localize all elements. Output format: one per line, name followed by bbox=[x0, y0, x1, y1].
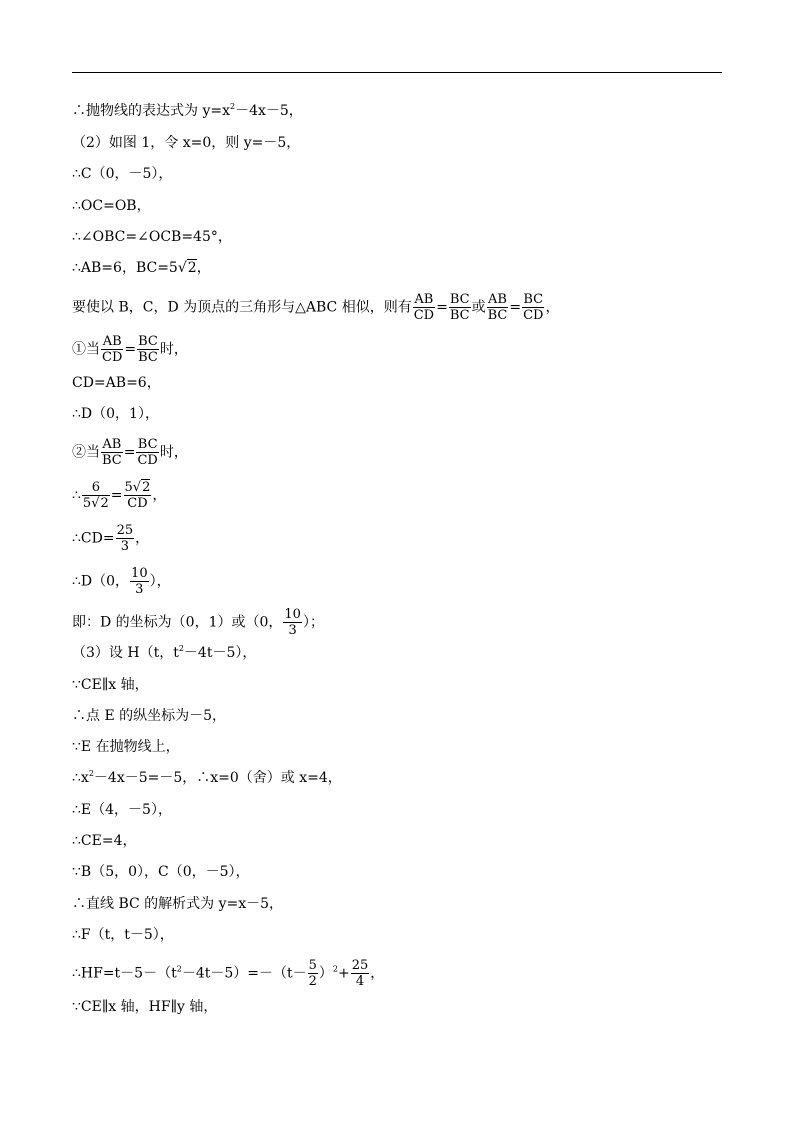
denominator: CD bbox=[413, 308, 435, 323]
line-18: ∴点 E 的纵坐标为－5， bbox=[72, 708, 227, 724]
line-10: ∴D（0，1）， bbox=[72, 406, 159, 422]
denominator: BC bbox=[487, 308, 508, 323]
text: ， bbox=[196, 260, 211, 276]
line-11 bbox=[72, 437, 188, 468]
denominator: BC bbox=[138, 350, 158, 365]
text: ∴抛物线的表达式为 y=x bbox=[72, 103, 230, 119]
fraction bbox=[130, 566, 149, 597]
fraction bbox=[82, 480, 110, 511]
text: 即：D 的坐标为（0，1）或（0， bbox=[72, 614, 283, 631]
line-7 bbox=[72, 292, 559, 323]
radical-sign: √ bbox=[177, 260, 187, 276]
text: ， bbox=[135, 530, 150, 547]
line-14 bbox=[72, 566, 171, 597]
text: 时， bbox=[159, 444, 188, 461]
line-4: ∴OC=OB， bbox=[72, 198, 151, 214]
line-25: ∴F（t，t－5）， bbox=[72, 927, 174, 943]
superscript: 2 bbox=[230, 102, 236, 111]
line-3: ∴C（0，－5）， bbox=[72, 166, 173, 182]
text: = bbox=[509, 299, 522, 316]
fraction bbox=[487, 292, 509, 323]
numerator: 25 bbox=[116, 523, 134, 538]
fraction bbox=[413, 292, 435, 323]
denominator: BC bbox=[449, 308, 470, 323]
text: = bbox=[124, 341, 137, 358]
numerator: AB bbox=[102, 334, 122, 349]
text: 或 bbox=[471, 299, 486, 316]
text: －4t－5）， bbox=[183, 645, 257, 661]
text: 时， bbox=[159, 341, 188, 358]
text: ②当 bbox=[72, 444, 100, 461]
text: 要使以 B，C，D 为顶点的三角形与△ABC 相似，则有 bbox=[72, 299, 412, 316]
fraction bbox=[101, 437, 123, 468]
text: （3）设 H（t，t bbox=[72, 645, 179, 661]
line-1 bbox=[72, 101, 303, 121]
text: ）； bbox=[302, 614, 324, 631]
line-20 bbox=[72, 768, 342, 788]
numerator: 10 bbox=[131, 566, 148, 581]
fraction bbox=[116, 523, 135, 554]
denominator: 3 bbox=[135, 582, 144, 597]
numerator: BC bbox=[138, 334, 158, 349]
text: －4x－5， bbox=[235, 103, 303, 119]
text: = bbox=[436, 299, 448, 316]
text: = bbox=[110, 487, 123, 504]
fraction bbox=[136, 437, 158, 468]
text: ∴ bbox=[72, 487, 81, 504]
text: ①当 bbox=[72, 341, 100, 358]
numerator: AB bbox=[102, 437, 122, 452]
numerator: 25 bbox=[351, 958, 369, 973]
text: －4x－5=－5，∴x=0（舍）或 x=4， bbox=[93, 770, 342, 786]
radicand: 2 bbox=[142, 480, 151, 495]
fraction bbox=[522, 292, 544, 323]
line-17: ∵CE∥x 轴， bbox=[72, 677, 149, 693]
text: ， bbox=[545, 299, 560, 316]
denominator bbox=[82, 496, 110, 511]
numerator bbox=[124, 480, 152, 496]
superscript: 2 bbox=[88, 769, 94, 778]
line-5: ∴∠OBC=∠OCB=45°， bbox=[72, 229, 232, 245]
numerator: 5 bbox=[308, 958, 317, 973]
line-24: ∴直线 BC 的解析式为 y=x－5， bbox=[72, 896, 284, 912]
fraction bbox=[351, 958, 370, 989]
radicand: 2 bbox=[100, 496, 109, 511]
fraction bbox=[308, 958, 318, 989]
text: ∴x bbox=[72, 770, 89, 786]
line-9: CD=AB=6， bbox=[72, 375, 161, 391]
numerator: BC bbox=[137, 437, 158, 452]
text: ∴CD= bbox=[72, 530, 115, 547]
denominator: CD bbox=[523, 308, 544, 323]
fraction bbox=[283, 607, 302, 638]
denominator: 4 bbox=[355, 974, 365, 989]
line-22: ∴CE=4， bbox=[72, 833, 137, 849]
denominator: CD bbox=[137, 453, 158, 468]
numerator: BC bbox=[523, 292, 544, 307]
line-23: ∵B（5，0），C（0，－5）， bbox=[72, 864, 250, 880]
line-6 bbox=[72, 258, 211, 278]
line-8 bbox=[72, 334, 188, 365]
header-rule bbox=[72, 72, 722, 73]
text: ∴D（0， bbox=[72, 573, 130, 590]
denominator: 3 bbox=[120, 539, 129, 554]
fraction bbox=[137, 334, 159, 365]
text: －4t－5）=－（t－ bbox=[181, 965, 307, 982]
text: 5 bbox=[124, 480, 133, 495]
line-21: ∴E（4，－5）， bbox=[72, 802, 172, 818]
text: ， bbox=[370, 965, 385, 982]
text: 5 bbox=[82, 496, 92, 511]
line-27: ∵CE∥x 轴，HF∥y 轴， bbox=[72, 999, 218, 1015]
line-26 bbox=[72, 958, 384, 989]
numerator: BC bbox=[449, 292, 470, 307]
text: ∴HF=t－5－（t bbox=[72, 965, 177, 982]
text: = bbox=[123, 444, 136, 461]
numerator: 6 bbox=[82, 480, 110, 496]
superscript: 2 bbox=[176, 964, 182, 974]
denominator: 2 bbox=[308, 974, 317, 989]
text: ， bbox=[152, 487, 167, 504]
line-2: （2）如图 1，令 x=0，则 y=－5， bbox=[72, 135, 301, 151]
line-15 bbox=[72, 607, 324, 638]
numerator: AB bbox=[487, 292, 507, 307]
text: ） bbox=[318, 965, 333, 982]
line-13 bbox=[72, 523, 149, 554]
fraction bbox=[124, 480, 152, 511]
fraction bbox=[449, 292, 471, 323]
line-16 bbox=[72, 643, 256, 663]
denominator: BC bbox=[102, 453, 122, 468]
denominator: 3 bbox=[288, 623, 297, 638]
radical-sign: √ bbox=[91, 496, 100, 511]
radicand: 2 bbox=[187, 260, 197, 276]
superscript: 2 bbox=[332, 964, 338, 974]
denominator: CD bbox=[127, 496, 148, 511]
fraction bbox=[101, 334, 123, 365]
numerator: 10 bbox=[284, 607, 301, 622]
denominator: CD bbox=[102, 350, 123, 365]
text: ∴AB=6，BC=5 bbox=[72, 260, 178, 276]
text: ）， bbox=[149, 573, 171, 590]
line-19: ∵E 在抛物线上， bbox=[72, 739, 180, 755]
line-12 bbox=[72, 480, 166, 511]
numerator: AB bbox=[414, 292, 434, 307]
superscript: 2 bbox=[178, 644, 184, 653]
radical-sign: √ bbox=[132, 480, 142, 495]
text: + bbox=[338, 965, 350, 982]
